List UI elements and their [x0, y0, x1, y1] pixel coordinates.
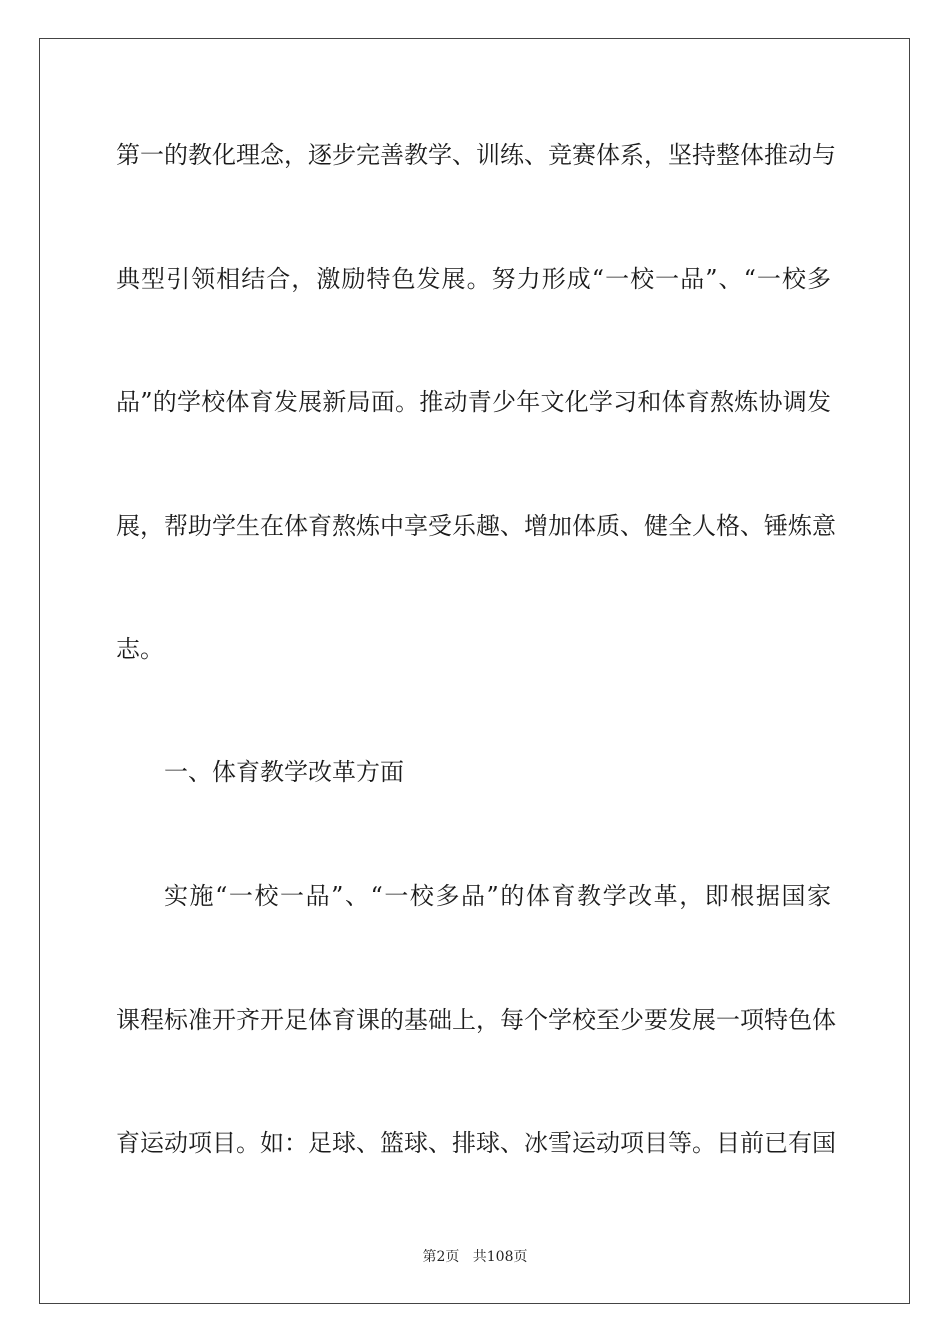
- text-line-8: 课程标准开齐开足体育课的基础上，每个学校至少要发展一项特色体: [116, 1006, 836, 1034]
- text-line-2: 典型引领相结合，激励特色发展。努力形成“一校一品”、“一校多: [116, 265, 831, 293]
- text-line-7: 实施“一校一品”、“一校多品”的体育教学改革，即根据国家: [164, 882, 831, 910]
- page-number-footer: 第2页 共108页: [422, 1249, 528, 1265]
- text-line-3: 品”的学校体育发展新局面。推动青少年文化学习和体育熬炼协调发: [116, 388, 831, 416]
- text-line-9: 育运动项目。如：足球、篮球、排球、冰雪运动项目等。目前已有国: [116, 1129, 836, 1157]
- section-heading: 一、体育教学改革方面: [164, 758, 404, 786]
- text-line-1: 第一的教化理念，逐步完善教学、训练、竞赛体系，坚持整体推动与: [116, 141, 836, 169]
- text-line-4: 展，帮助学生在体育熬炼中享受乐趣、增加体质、健全人格、锤炼意: [116, 512, 836, 540]
- page-border: [39, 38, 910, 1304]
- text-line-5: 志。: [116, 635, 164, 663]
